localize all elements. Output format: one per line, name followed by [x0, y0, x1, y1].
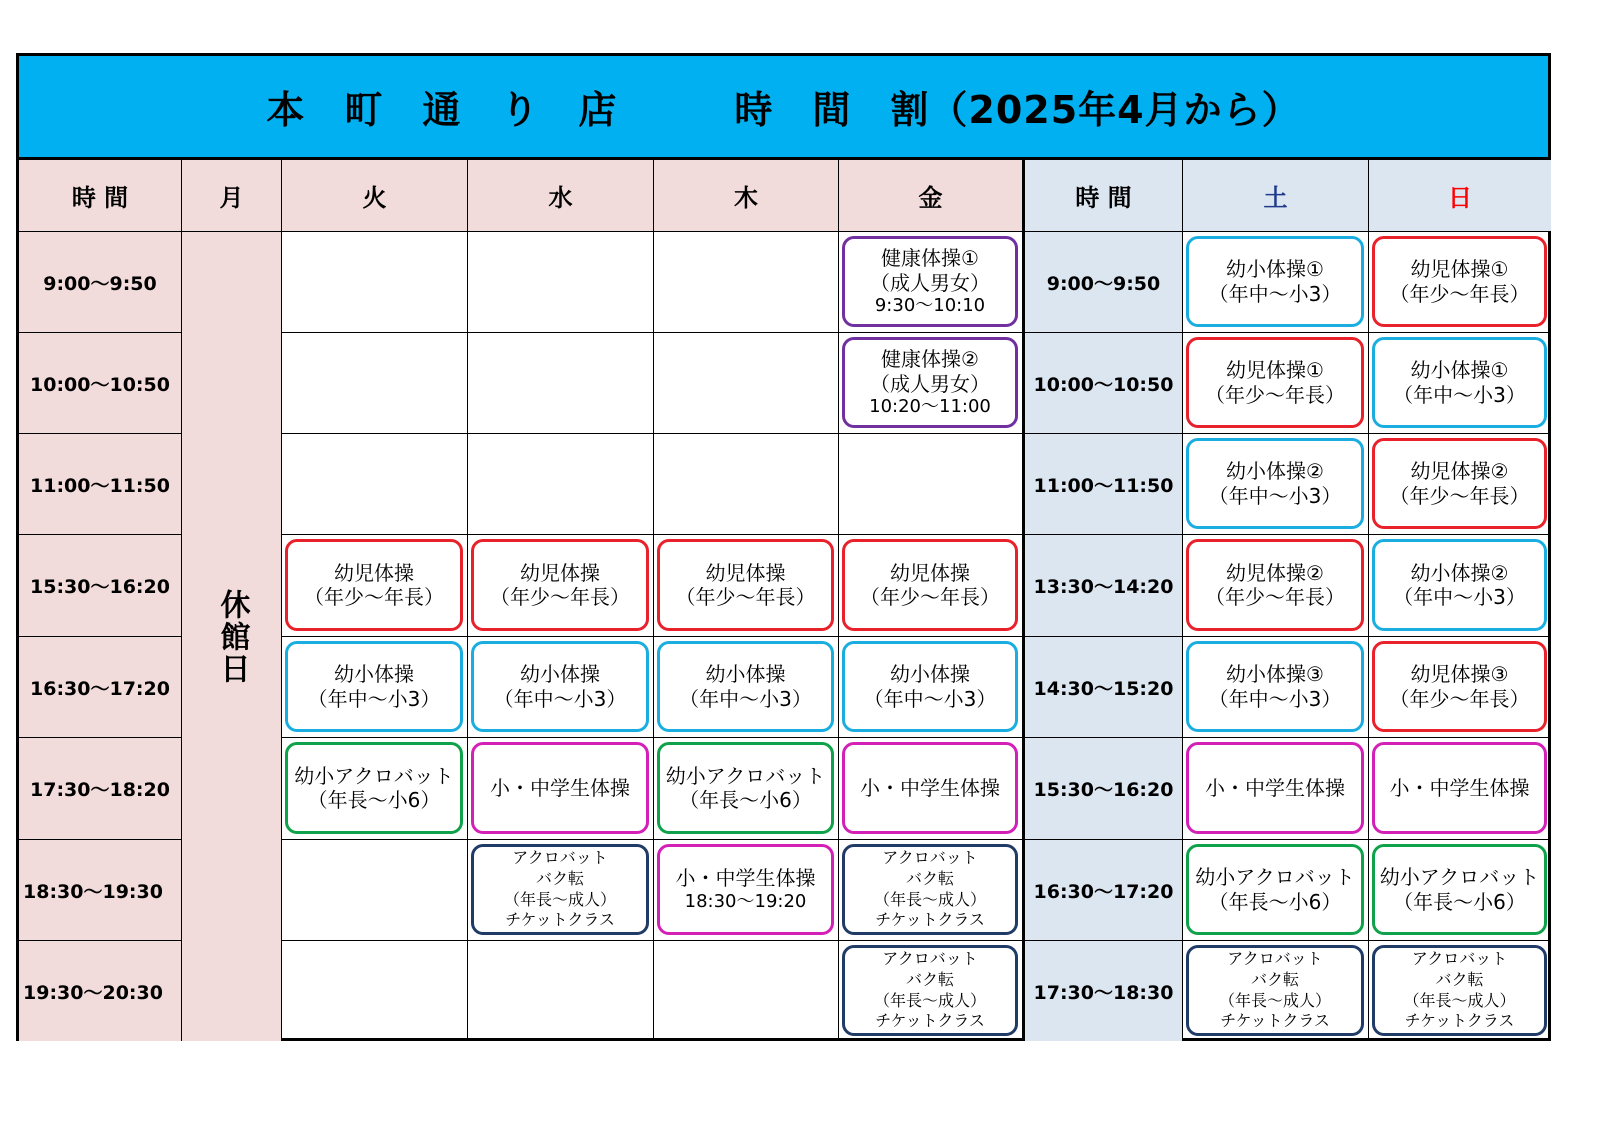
class-box: 幼児体操① （年少～年長）	[1186, 337, 1364, 428]
cell-sun-3	[1369, 535, 1551, 637]
class-box: 小・中学生体操	[1186, 742, 1364, 834]
cell-sat-4	[1183, 637, 1369, 738]
class-box: 幼小体操① （年中～小3）	[1186, 236, 1364, 327]
weekend-time-1: 10:00～10:50	[1025, 333, 1183, 434]
class-box: 健康体操① （成人男女） 9:30～10:10	[842, 236, 1018, 327]
header-mon: 月	[182, 160, 282, 232]
header-time-left: 時 間	[19, 160, 182, 232]
class-box: アクロバット バク転 （年長～成人） チケットクラス	[1372, 945, 1547, 1036]
title-bar	[19, 56, 1548, 160]
cell-sat-2	[1183, 434, 1369, 535]
cell-sun-6	[1369, 840, 1551, 941]
cell-wed-4	[468, 637, 654, 738]
weekday-time-4: 16:30～17:20	[19, 637, 182, 738]
class-box: 幼小体操② （年中～小3）	[1186, 438, 1364, 529]
weekend-time-0: 9:00～9:50	[1025, 232, 1183, 333]
class-box: 幼小アクロバット （年長～小6）	[1372, 844, 1547, 935]
class-box: 幼小体操① （年中～小3）	[1372, 337, 1547, 428]
cell-sun-2	[1369, 434, 1551, 535]
cell-sun-1	[1369, 333, 1551, 434]
closed-label: 休館日	[214, 588, 250, 685]
cell-sun-0	[1369, 232, 1551, 333]
cell-sat-0	[1183, 232, 1369, 333]
cell-fri-7	[839, 941, 1025, 1041]
weekend-time-6: 16:30～17:20	[1025, 840, 1183, 941]
weekend-time-3: 13:30～14:20	[1025, 535, 1183, 637]
weekday-time-0: 9:00～9:50	[19, 232, 182, 333]
header-wed: 水	[468, 160, 654, 232]
class-box: 小・中学生体操	[471, 742, 649, 834]
cell-fri-5	[839, 738, 1025, 840]
cell-sat-6	[1183, 840, 1369, 941]
cell-wed-2	[468, 434, 654, 535]
page-title: 本 町 通 り 店 時 間 割（2025年4月から）	[266, 88, 1301, 132]
cell-sat-7	[1183, 941, 1369, 1041]
cell-thu-3	[654, 535, 839, 637]
weekend-time-2: 11:00～11:50	[1025, 434, 1183, 535]
cell-fri-3	[839, 535, 1025, 637]
cell-tue-5	[282, 738, 468, 840]
header-tue: 火	[282, 160, 468, 232]
class-box: 幼児体操① （年少～年長）	[1372, 236, 1547, 327]
cell-fri-4	[839, 637, 1025, 738]
class-box: アクロバット バク転 （年長～成人） チケットクラス	[1186, 945, 1364, 1036]
class-box: 幼児体操 （年少～年長）	[285, 539, 463, 631]
cell-thu-5	[654, 738, 839, 840]
class-box: 幼小体操 （年中～小3）	[471, 641, 649, 732]
weekend-time-7: 17:30～18:30	[1025, 941, 1183, 1041]
weekend-time-5: 15:30～16:20	[1025, 738, 1183, 840]
cell-thu-1	[654, 333, 839, 434]
class-box: アクロバット バク転 （年長～成人） チケットクラス	[842, 844, 1018, 935]
cell-fri-6	[839, 840, 1025, 941]
class-box: 幼小体操③ （年中～小3）	[1186, 641, 1364, 732]
class-box: 幼小体操② （年中～小3）	[1372, 539, 1547, 631]
class-box: 健康体操② （成人男女） 10:20～11:00	[842, 337, 1018, 428]
cell-wed-7	[468, 941, 654, 1041]
weekday-time-2: 11:00～11:50	[19, 434, 182, 535]
cell-tue-4	[282, 637, 468, 738]
header-sun: 日	[1369, 160, 1551, 232]
cell-tue-2	[282, 434, 468, 535]
class-box: 幼小体操 （年中～小3）	[657, 641, 834, 732]
header-fri: 金	[839, 160, 1025, 232]
cell-tue-1	[282, 333, 468, 434]
timetable-grid	[19, 160, 1548, 1041]
header-time-right: 時 間	[1025, 160, 1183, 232]
class-box: 幼児体操 （年少～年長）	[471, 539, 649, 631]
class-box: 幼小アクロバット （年長～小6）	[657, 742, 834, 834]
class-box: 幼児体操 （年少～年長）	[842, 539, 1018, 631]
cell-sat-3	[1183, 535, 1369, 637]
timetable-sheet	[16, 53, 1551, 1041]
cell-tue-3	[282, 535, 468, 637]
class-box: 小・中学生体操 18:30～19:20	[657, 844, 834, 935]
weekend-time-4: 14:30～15:20	[1025, 637, 1183, 738]
class-box: 幼児体操② （年少～年長）	[1186, 539, 1364, 631]
class-box: 幼児体操② （年少～年長）	[1372, 438, 1547, 529]
header-sat: 土	[1183, 160, 1369, 232]
cell-wed-6	[468, 840, 654, 941]
cell-wed-3	[468, 535, 654, 637]
cell-thu-4	[654, 637, 839, 738]
header-thu: 木	[654, 160, 839, 232]
class-box: 幼小アクロバット （年長～小6）	[285, 742, 463, 834]
cell-sat-5	[1183, 738, 1369, 840]
weekday-time-6: 18:30～19:30	[19, 840, 182, 941]
cell-sun-4	[1369, 637, 1551, 738]
cell-sat-1	[1183, 333, 1369, 434]
class-box: 幼小アクロバット （年長～小6）	[1186, 844, 1364, 935]
cell-fri-0	[839, 232, 1025, 333]
class-box: 幼児体操③ （年少～年長）	[1372, 641, 1547, 732]
weekday-time-7: 19:30～20:30	[19, 941, 182, 1041]
cell-wed-0	[468, 232, 654, 333]
cell-tue-0	[282, 232, 468, 333]
weekday-time-1: 10:00～10:50	[19, 333, 182, 434]
cell-thu-0	[654, 232, 839, 333]
cell-fri-1	[839, 333, 1025, 434]
cell-thu-7	[654, 941, 839, 1041]
cell-tue-7	[282, 941, 468, 1041]
cell-wed-1	[468, 333, 654, 434]
class-box: 幼小体操 （年中～小3）	[842, 641, 1018, 732]
cell-wed-5	[468, 738, 654, 840]
cell-thu-2	[654, 434, 839, 535]
weekday-time-3: 15:30～16:20	[19, 535, 182, 637]
cell-tue-6	[282, 840, 468, 941]
weekday-time-5: 17:30～18:20	[19, 738, 182, 840]
cell-sun-5	[1369, 738, 1551, 840]
monday-closed	[182, 232, 282, 1041]
cell-thu-6	[654, 840, 839, 941]
cell-sun-7	[1369, 941, 1551, 1041]
cell-fri-2	[839, 434, 1025, 535]
class-box: アクロバット バク転 （年長～成人） チケットクラス	[842, 945, 1018, 1036]
class-box: 小・中学生体操	[842, 742, 1018, 834]
class-box: 幼小体操 （年中～小3）	[285, 641, 463, 732]
class-box: 小・中学生体操	[1372, 742, 1547, 834]
class-box: 幼児体操 （年少～年長）	[657, 539, 834, 631]
class-box: アクロバット バク転 （年長～成人） チケットクラス	[471, 844, 649, 935]
